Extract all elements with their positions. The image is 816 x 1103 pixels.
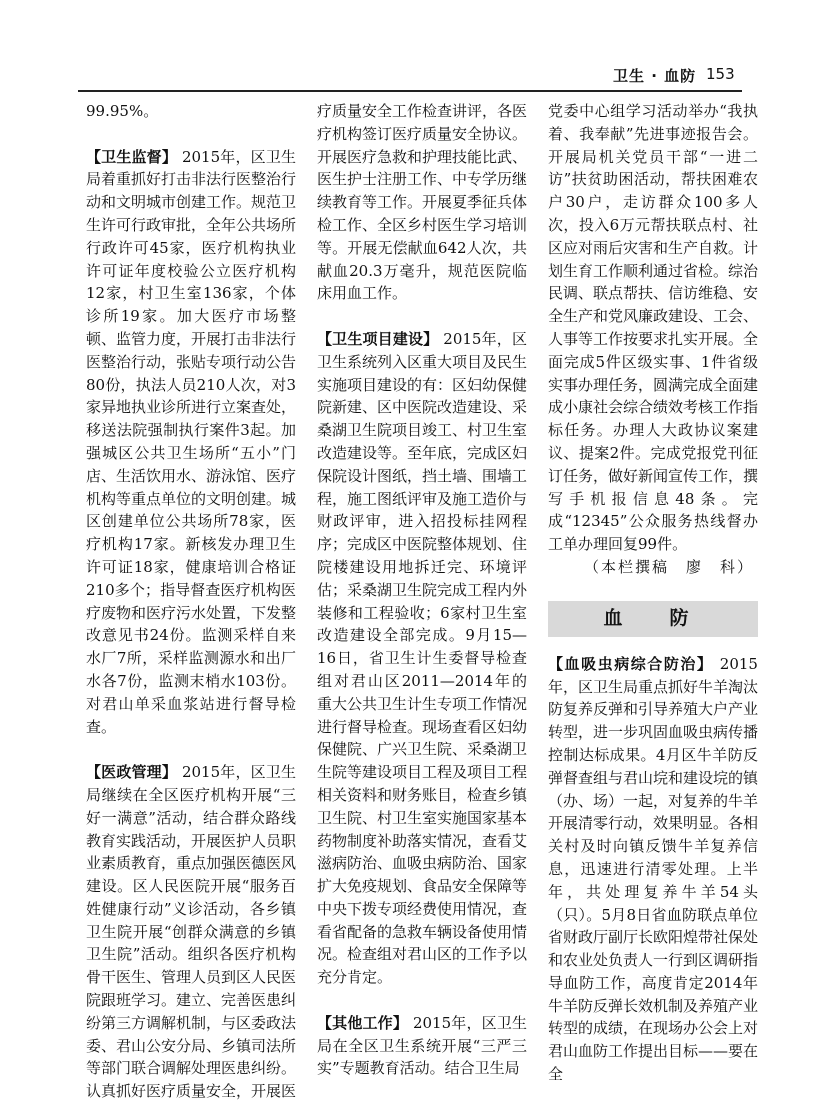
section-health-supervision <box>86 146 296 739</box>
section-schistosomiasis-control <box>548 653 758 1086</box>
section-title: 卫生 · 血防 <box>613 67 697 85</box>
paragraph-continuation: 党委中心组学习活动举办“我执着、我奉献”先进事迹报告会。开展局机关党员干部“一进二访”扶贫助困活动，帮扶困难农户30户，走访群众100多人次，投入6万元帮扶联点村、社区应对雨后灾害和生产自救。计划生育工作顺利通过省检。综治民调、联点帮扶、信访维稳、安全生产和党风廉政建设、工会、人事等工作按要求扎实开展。全面完成5件区级实事、1件省级实事办理任务，圆满完成全面建成小康社会综合绩效考核工作指标任务。办理人大政协议案建议、提案2件。完成党报党刊征订任务，做好新闻宣传工作，撰写手机报信息48条。完成“12345”公众服务热线督办工单办理回复99件。 <box>548 102 759 554</box>
page-number: 153 <box>706 65 735 83</box>
column-2 <box>317 100 527 1080</box>
author-credit: （本栏撰稿 廖 科） <box>583 557 754 576</box>
section-health-projects <box>317 328 527 989</box>
paragraph-continuation: 疗质量安全工作检查讲评，各医疗机构签订医疗质量安全协议。开展医疗急救和护理技能比武、医生护士注册工作、中专学历继续教育等工作。开展夏季征兵体检工作、全区乡村医生学习培训等。开展无偿献血642人次，共献血20.3万毫升，规范医院临床用血工作。 <box>317 102 528 303</box>
section-heading: 【其他工作】 <box>317 1013 409 1032</box>
section-heading: 【卫生监督】 <box>86 147 178 166</box>
header-rule <box>78 90 742 92</box>
section-body: 2015年，区卫生局在全区卫生系统开展“三严三实”专题教育活动。结合卫生局 <box>317 1013 527 1078</box>
column-3 <box>548 100 758 1086</box>
section-medical-administration <box>86 761 296 1103</box>
paragraph-continuation: 99.95%。 <box>86 102 159 120</box>
column-1 <box>86 100 296 1103</box>
section-heading: 【血吸虫病综合防治】 <box>548 654 714 673</box>
section-other-work <box>317 1012 527 1080</box>
section-body: 2015年，区卫生局继续在全区医疗机构开展“三好一满意”活动，结合群众路线教育实践活动，开展医护人员职业素质教育，重点加强医德医风建设。区人民医院开展“服务百姓健康行动”义诊活动，各乡镇卫生院开展“创群众满意的乡镇卫生院”活动。组织各医疗机构骨干医生、管理人员到区人民医院跟班学习。建立、完善医患纠纷第三方调解机制，与区委政法委、君山公安分局、乡镇司法所等部门联合调解处理医患纠纷。认真抓好医疗质量安全，开展医 <box>86 763 297 1101</box>
section-body: 2015年，区卫生局重点抓好牛羊淘汰防复养反弹和引导养殖大户产业转型，进一步巩固血吸虫病传播控制达标成果。4月区牛羊防反弹督查组与君山垸和建设垸的镇（办、场）一起，对复养的牛羊开展清零行动，效果明显。各相关村及时向镇反馈牛羊复养信息，迅速进行清零处理。上半年，共处理复养牛羊54头（只）。5月8日省血防联点单位省财政厅副厅长欧阳煌带社保处和农业处负责人一行到区调研指导血防工作，高度肯定2014年牛羊防反弹长效机制及养殖产业转型的成绩，在现场办公会上对君山血防工作提出目标——要在全 <box>548 654 759 1084</box>
section-body: 2015年，区卫生局着重抓好打击非法行医整治行动和文明城市创建工作。规范卫生许可行政审批，全年公共场所行政许可45家，医疗机构执业许可证年度校验公立医疗机构12家，村卫生室136家，个体诊所19家。加大医疗市场整顿、监管力度，开展打击非法行医整治行动，张贴专项行动公告80份，执法人员210人次，对3家异地执业诊所进行立案查处，移送法院强制执行案件3起。加强城区公共卫生场所“五小”门店、生活饮用水、游泳馆、医疗机构等重点单位的文明创建。城区创建单位公共场所78家，医疗机构17家。新核发办理卫生许可证18家，健康培训合格证210多个；指导督查医疗机构医疗废物和医疗污水处置，下发整改意见书24份。监测采样自来水厂7所，采样监测源水和出厂水各7份，监测末梢水103份。对君山单采血浆站进行督导检查。 <box>86 147 297 736</box>
section-heading: 【卫生项目建设】 <box>317 329 439 348</box>
running-header <box>0 62 816 94</box>
section-banner: 血 防 <box>548 601 758 637</box>
section-body: 2015年，区卫生系统列入区重大项目及民生实施项目建设的有：区妇幼保健院新建、区中医院改造建设、采桑湖卫生院项目竣工、村卫生室改造建设等。至年底，完成区妇保院设计图纸，挡土墙、围墙工程，施工图纸评审及施工造价与财政评审，进入招投标挂网程序；完成区中医院整体规划、住院楼建设用地拆迁完、环境评估；采桑湖卫生院完成工程内外装修和工程验收；6家村卫生室改造建设全部完成。9月15—16日，省卫生计生委督导检查组对君山区2011—2014年的重大公共卫生计生专项工作情况进行督导检查。现场查看区妇幼保健院、广兴卫生院、采桑湖卫生院等建设项目工程及项目工程相关资料和财务账目，检查乡镇卫生院、村卫生室实施国家基本药物制度补助落实情况，查看艾滋病防治、血吸虫病防治、国家扩大免疫规划、食品安全保障等中央下拨专项经费使用情况，查看省配备的急救车辆设备使用情况。检查组对君山区的工作予以充分肯定。 <box>317 329 528 987</box>
section-heading: 【医政管理】 <box>86 763 178 782</box>
